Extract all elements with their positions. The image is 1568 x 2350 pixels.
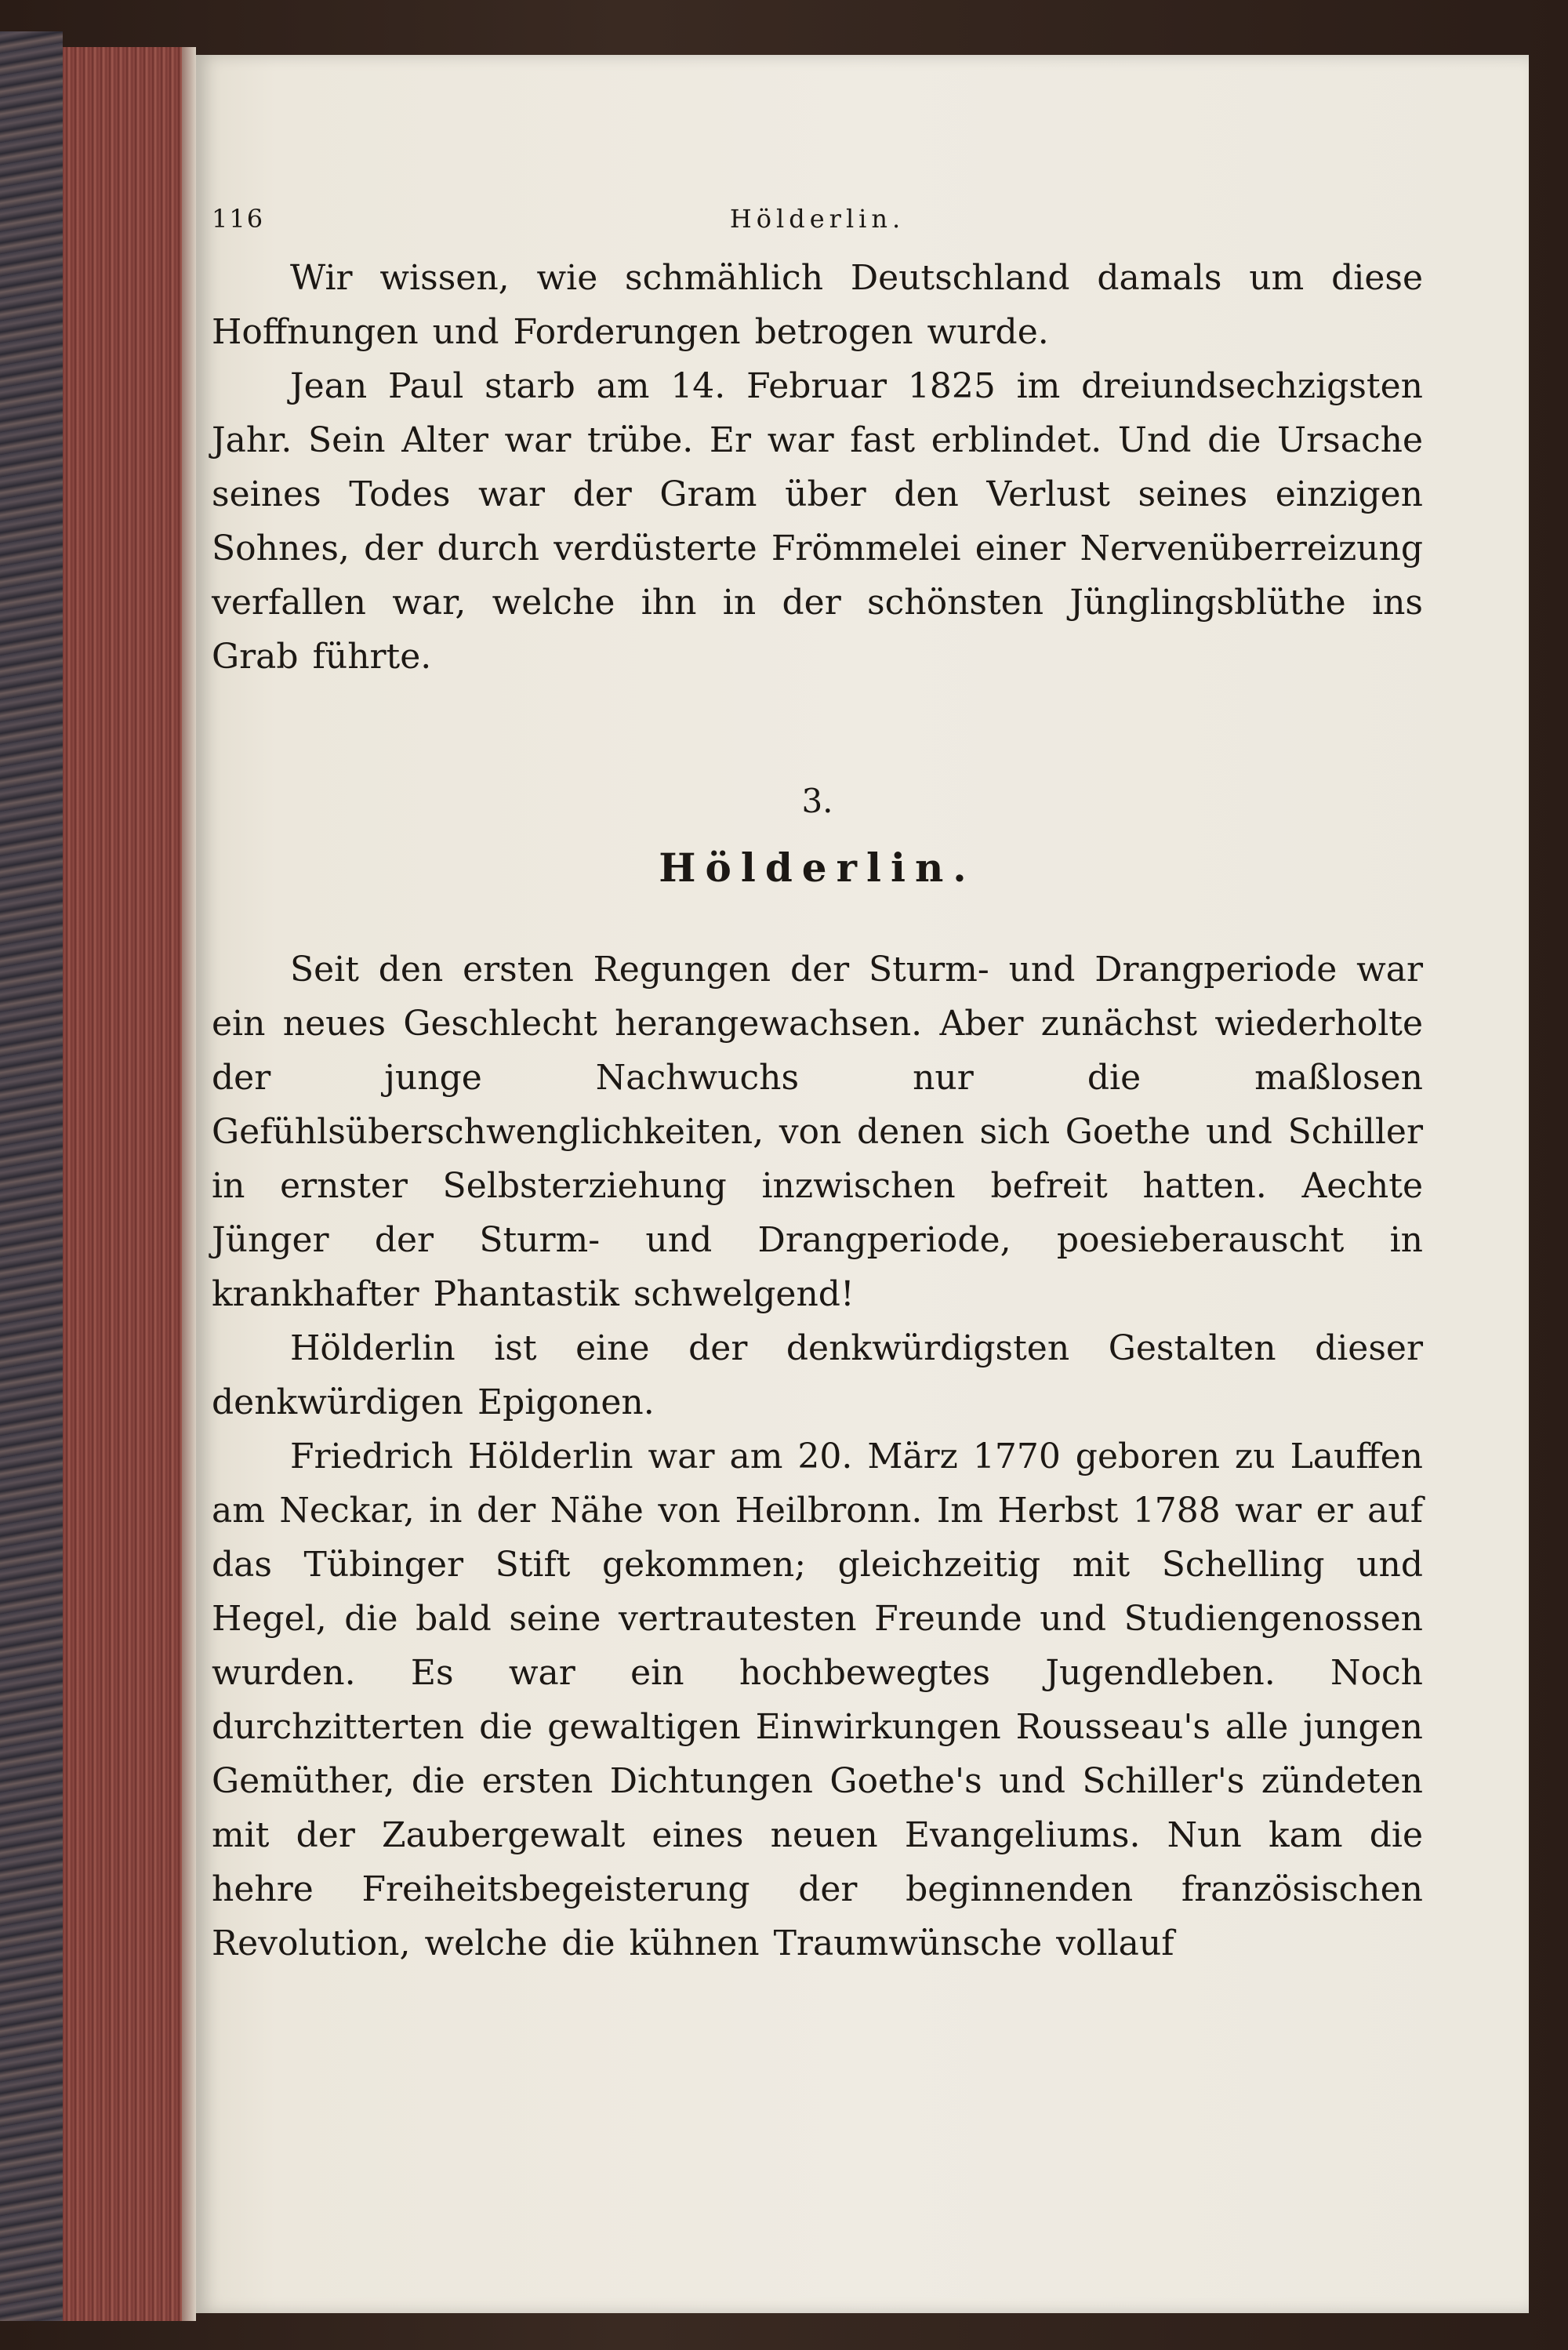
paragraph: Seit den ersten Regungen der Sturm- und Drangperiode war ein neues Geschlecht herangewachsen. Aber zunächst wiederholte der junge Nachwuchs nur die maßlosen Gefühlsüberschwenglichkeiten, von denen sich Goethe und Schiller in ernster Selbsterziehung inzwischen befreit hatten. Aechte Jünger der Sturm- und Drangperiode, poesieberauscht in krankhafter Phantastik schwelgend!: [212, 950, 1423, 1314]
section-number: 3.: [801, 782, 833, 820]
running-title: Hölderlin.: [729, 204, 906, 234]
paragraph: Jean Paul starb am 14. Februar 1825 im dreiundsechzigsten Jahr. Sein Alter war trübe. Er war fast erblindet. Und die Ursache seines Todes war der Gram über den Verlust seines einzigen Sohnes, der durch verdüsterte Frömmelei einer Nervenüberreizung verfallen war, welche ihn in der schönsten Jünglingsblüthe ins Grab führte.: [212, 366, 1423, 677]
paragraph: Wir wissen, wie schmählich Deutschland damals um diese Hoffnungen und Forderungen betrogen wurde.: [212, 258, 1423, 352]
page-edges: [63, 47, 196, 2321]
page-number: 116: [212, 204, 265, 234]
paragraph: Hölderlin ist eine der denkwürdigsten Gestalten dieser denkwürdigen Epigonen.: [212, 1328, 1423, 1422]
running-head: [212, 204, 1423, 251]
paragraph: Friedrich Hölderlin war am 20. März 1770 geboren zu Lauffen am Neckar, in der Nähe von Heilbronn. Im Herbst 1788 war er auf das Tübinger Stift gekommen; gleichzeitig mit Schelling und Hegel, die bald seine vertrautesten Freunde und Studiengenossen wurden. Es war ein hochbewegtes Jugendleben. Noch durchzitterten die gewaltigen Einwirkungen Rousseau's alle jungen Gemüther, die ersten Dichtungen Goethe's und Schiller's zündeten mit der Zaubergewalt eines neuen Evangeliums. Nun kam die hehre Freiheitsbegeisterung der beginnenden französischen Revolution, welche die kühnen Traumwünsche vollauf: [212, 1437, 1423, 1963]
section-title: Hölderlin.: [659, 844, 976, 891]
marbled-cover-board: [0, 31, 63, 2321]
page-text: [212, 204, 1423, 1970]
